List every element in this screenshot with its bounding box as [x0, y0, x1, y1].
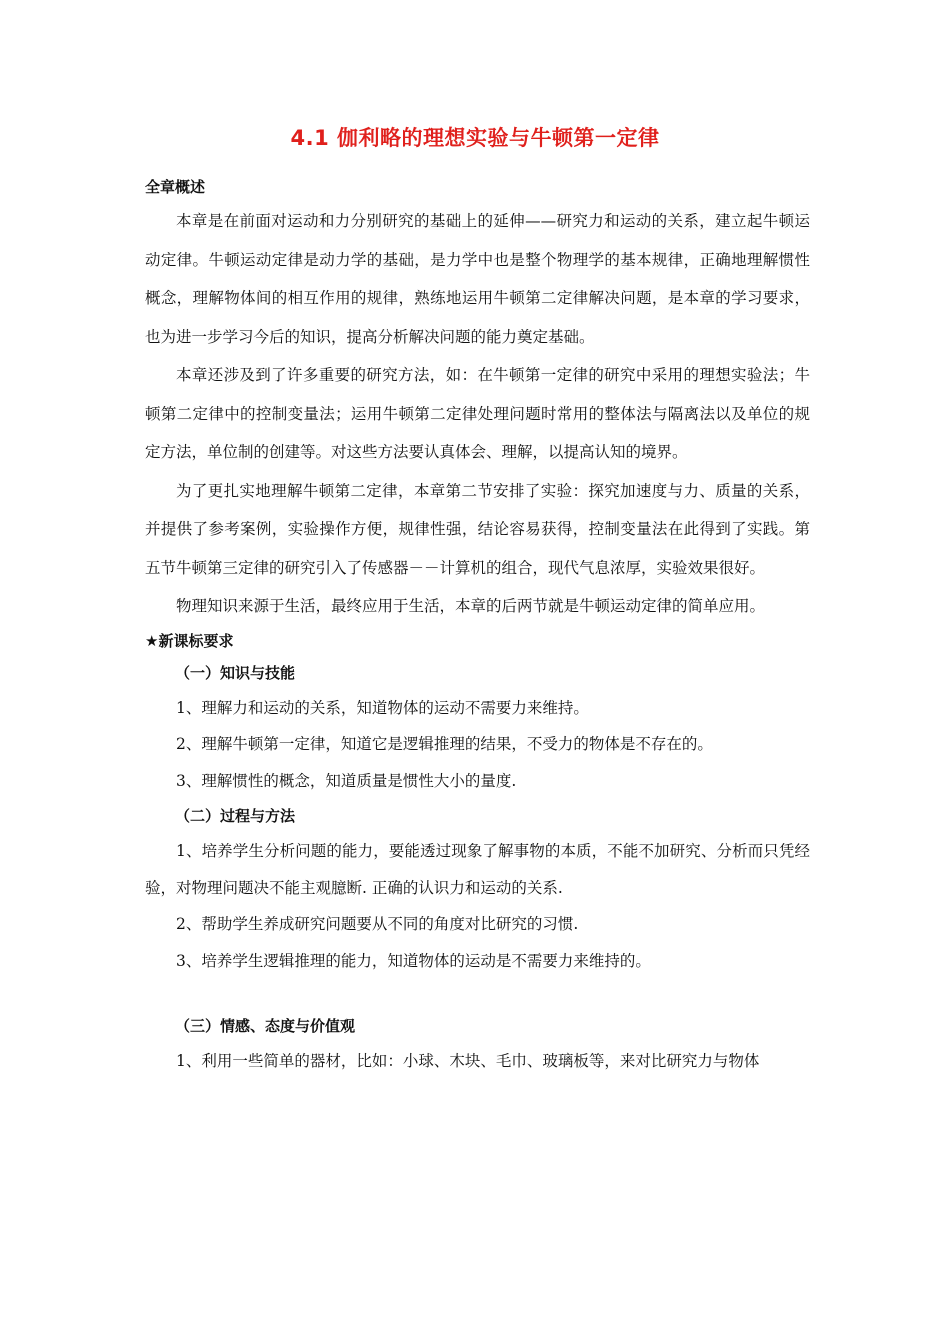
section-heading-values: （三）情感、态度与价值观: [175, 1017, 356, 1035]
list-item: 3、理解惯性的概念，知道质量是惯性大小的量度.: [176, 771, 517, 790]
list-item: 1、利用一些简单的器材，比如：小球、木块、毛巾、玻璃板等，来对比研究力与物体: [176, 1052, 760, 1070]
overview-paragraph: 为了更扎实地理解牛顿第二定律，本章第二节安排了实验：探究加速度与力、质量的关系，并提供了参考案例，实验操作方便，规律性强，结论容易获得，控制变量法在此得到了实践。第五节牛顿第三定律的研究引入了传感器－－计算机的组合，现代气息浓厚，实验效果很好。: [145, 481, 810, 577]
section-spacer: [145, 979, 810, 1009]
overview-paragraph: 物理知识来源于生活，最终应用于生活，本章的后两节就是牛顿运动定律的简单应用。: [176, 597, 766, 615]
list-item: 3、培养学生逻辑推理的能力，知道物体的运动是不需要力来维持的。: [176, 951, 651, 970]
list-item: 2、帮助学生养成研究问题要从不同的角度对比研究的习惯.: [176, 915, 579, 933]
list-item: 1、理解力和运动的关系，知道物体的运动不需要力来维持。: [176, 698, 589, 717]
section-heading-process: （二）过程与方法: [175, 807, 296, 825]
document-body: [145, 172, 810, 1080]
standards-heading: ★新课标要求: [145, 631, 234, 650]
list-item: 1、培养学生分析问题的能力，要能透过现象了解事物的本质，不能不加研究、分析而只凭经验，对物理问题决不能主观臆断. 正确的认识力和运动的关系.: [145, 842, 810, 897]
list-item: 2、理解牛顿第一定律，知道它是逻辑推理的结果，不受力的物体是不存在的。: [176, 735, 713, 753]
section-heading-knowledge: （一）知识与技能: [175, 663, 296, 682]
overview-paragraph: 本章还涉及到了许多重要的研究方法，如：在牛顿第一定律的研究中采用的理想实验法；牛顿第二定律中的控制变量法；运用牛顿第二定律处理问题时常用的整体法与隔离法以及单位的规定方法，单位制的创建等。对这些方法要认真体会、理解，以提高认知的境界。: [145, 366, 810, 461]
overview-heading: 全章概述: [145, 178, 206, 196]
document-title: 4.1 伽利略的理想实验与牛顿第一定律: [290, 126, 660, 150]
overview-paragraph: 本章是在前面对运动和力分别研究的基础上的延伸——研究力和运动的关系，建立起牛顿运动定律。牛顿运动定律是动力学的基础，是力学中也是整个物理学的基本规律，正确地理解惯性概念，理解物体间的相互作用的规律，熟练地运用牛顿第二定律解决问题，是本章的学习要求，也为进一步学习今后的知识，提高分析解决问题的能力奠定基础。: [145, 212, 810, 346]
